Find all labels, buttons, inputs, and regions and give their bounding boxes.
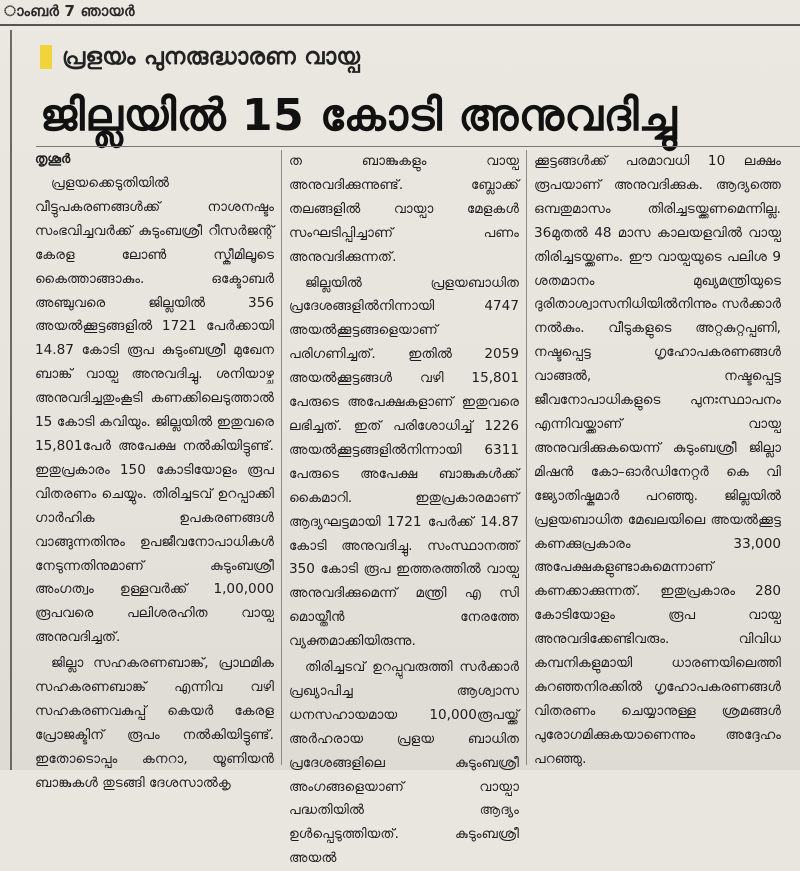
headline-rule bbox=[36, 146, 800, 147]
paragraph: ജില്ലയിൽ പ്രളയബാധിത പ്രദേശങ്ങളിൽനിന്നായി 4747 അയൽക്കൂട്ടങ്ങളെയാണ് പരിഗണിച്ചത്. ഇതിൽ 2059 അയൽക്കൂട്ടങ്ങൾ വഴി 15,801 പേരുടെ അപേക്ഷകളാണ് ഇതുവരെ ലഭിച്ചത്. ഇത് പരിശോധിച്ച് 1226 അയൽക്കൂട്ടങ്ങളിൽനിന്നായി 6311 പേരുടെ അപേക്ഷ ബാങ്കുകൾക്ക് കൈമാറി. ഇതുപ്രകാരമാണ് ആദ്യഘട്ടമായി 1721 പേർക്ക് 14.87 കോടി അനുവദിച്ചു. സംസ്ഥാനത്ത് 350 കോടി രൂപ ഇത്തരത്തിൽ വായ്പ അനുവദിക്കുമെന്ന് മന്ത്രി എ സി മൊയ്തീൻ നേരത്തേ വ്യക്തമാക്കിയിരുന്നു. bbox=[289, 274, 519, 650]
kicker bbox=[40, 44, 360, 70]
paragraph: തിരിച്ചടവ് ഉറപ്പുവരുത്തി സർക്കാർ പ്രഖ്യാപിച്ച ആശ്വാസ ധനസഹായമായ 10,000രൂപയ്ക്ക് അർഹരായ പ്രളയ ബാധിത പ്രദേശങ്ങളിലെ കുടുംബശ്രീ അംഗങ്ങളെയാണ് വായ്പാ പദ്ധതിയിൽ ആദ്യം ഉൾപ്പെടുത്തിയത്. കുടുംബശ്രീ അയൽ bbox=[289, 659, 519, 867]
top-rule bbox=[0, 24, 800, 26]
kicker-text: പ്രളയം പുനരുദ്ധാരണ വായ്പ bbox=[62, 44, 361, 70]
article-body bbox=[28, 150, 788, 867]
paragraph: ത ബാങ്കുകളും വായ്പ അനുവദിക്കുന്നുണ്ട്. ബ്ലോക്ക് തലങ്ങളിൽ വായ്പാ മേളകൾ സംഘടിപ്പിച്ചാണ് പണം അനുവദിക്കുന്നത്. bbox=[289, 153, 519, 265]
left-rule bbox=[10, 30, 12, 770]
byline: തൃശൂർ bbox=[35, 152, 71, 167]
paragraph: ക്കൂട്ടങ്ങൾക്ക് പരമാവധി 10 ലക്ഷം രൂപയാണ് അനുവദിക്കുക. ആദ്യത്തെ ഒമ്പതുമാസം തിരിച്ചടയ്ക്കണമെന്നില്ല. 36മുതൽ 48 മാസ കാലയളവിൽ വായ്പ തിരിച്ചടയ്ക്കണം. ഈ വായ്പയുടെ പലിശ 9 ശതമാനം മുഖ്യമന്ത്രിയുടെ ദുരിതാശ്വാസനിധിയിൽനിന്നും സർക്കാർ നൽകും. വീടുകളുടെ അറ്റകുറ്റപ്പണി, നഷ്ടപ്പെട്ട ഗൃഹോപകരണങ്ങൾ വാങ്ങൽ, നഷ്ടപ്പെട്ട ജീവനോപാധികളുടെ പുനഃസ്ഥാപനം എന്നിവയ്ക്കാണ് വായ്പ അനുവദിക്കുകയെന്ന് കുടുംബശ്രീ ജില്ലാ മിഷൻ കോ–ഓർഡിനേറ്റർ കെ വി ജ്യോതിഷ്കുമാർ പറഞ്ഞു. ജില്ലയിൽ പ്രളയബാധിത മേഖലയിലെ അയൽക്കൂട്ട കണക്കുപ്രകാരം 33,000 അപേക്ഷകളുണ്ടാകുമെന്നാണ് കണക്കാക്കുന്നത്. ഇതുപ്രകാരം 280 കോടിയോളം രൂപ വായ്പ അനുവദിക്കേണ്ടിവരും. വിവിധ കമ്പനികളുമായി ധാരണയിലെത്തി കുറഞ്ഞനിരക്കിൽ ഗൃഹോപകരണങ്ങൾ വിതരണം ചെയ്യാനുള്ള ശ്രമങ്ങൾ പുരോഗമിക്കുകയാണെന്നും അദ്ദേഹം പറഞ്ഞു. bbox=[534, 153, 781, 767]
article-column-3 bbox=[526, 150, 788, 765]
paragraph: ജില്ലാ സഹകരണബാങ്ക്, പ്രാഥമിക സഹകരണബാങ്ക് എന്നിവ വഴി സഹകരണവകുപ്പ് കെയർ കേരള പ്രോജക്ടിന് രൂപം നൽകിയിട്ടുണ്ട്. ഇതോടൊപ്പം കനറാ, യൂണിയൻ ബാങ്കുകൾ തുടങ്ങി ദേശസാൽകൃ bbox=[35, 655, 274, 791]
paragraph: പ്രളയക്കെടുതിയിൽ വീട്ടുപകരണങ്ങൾക്ക് നാശനഷ്ടം സംഭവിച്ചവർക്ക് കുടുംബശ്രീ റീസർജന്റ് കേരള ലോൺ സ്കീമിലൂടെ കൈത്താങ്ങാകും. ഒക്ടോബർ അഞ്ചുവരെ ജില്ലയിൽ 356 അയൽക്കൂട്ടങ്ങളിൽ 1721 പേർക്കായി 14.87 കോടി രൂപ കുടുംബശ്രീ മുഖേന ബാങ്ക് വായ്പ അനുവദിച്ചു. ശനിയാഴ്ച അനുവദിച്ചതുംകൂടി കണക്കിലെടുത്താൽ 15 കോടി കവിയും. ജില്ലയിൽ ഇതുവരെ 15,801പേർ അപേക്ഷ നൽകിയിട്ടുണ്ട്. ഇതുപ്രകാരം 150 കോടിയോളം രൂപ വിതരണം ചെയ്യും. തിരിച്ചടവ് ഉറപ്പാക്കി ഗാർഹിക ഉപകരണങ്ങൾ വാങ്ങുന്നതിനും ഉപജീവനോപാധികൾ നേടുന്നതിനുമാണ് കുടുംബശ്രീ അംഗത്വം ഉള്ളവർക്ക് 1,00,000 രൂപവരെ പലിശരഹിത വായ്പ അനുവദിച്ചത്. bbox=[35, 175, 274, 646]
kicker-marker bbox=[40, 45, 52, 69]
headline: ജില്ലയിൽ 15 കോടി അനുവദിച്ചു bbox=[40, 90, 678, 141]
article-column-2 bbox=[281, 150, 526, 867]
article-column-1 bbox=[28, 150, 281, 791]
dateline: ാംബർ 7 ഞായർ bbox=[4, 2, 135, 20]
